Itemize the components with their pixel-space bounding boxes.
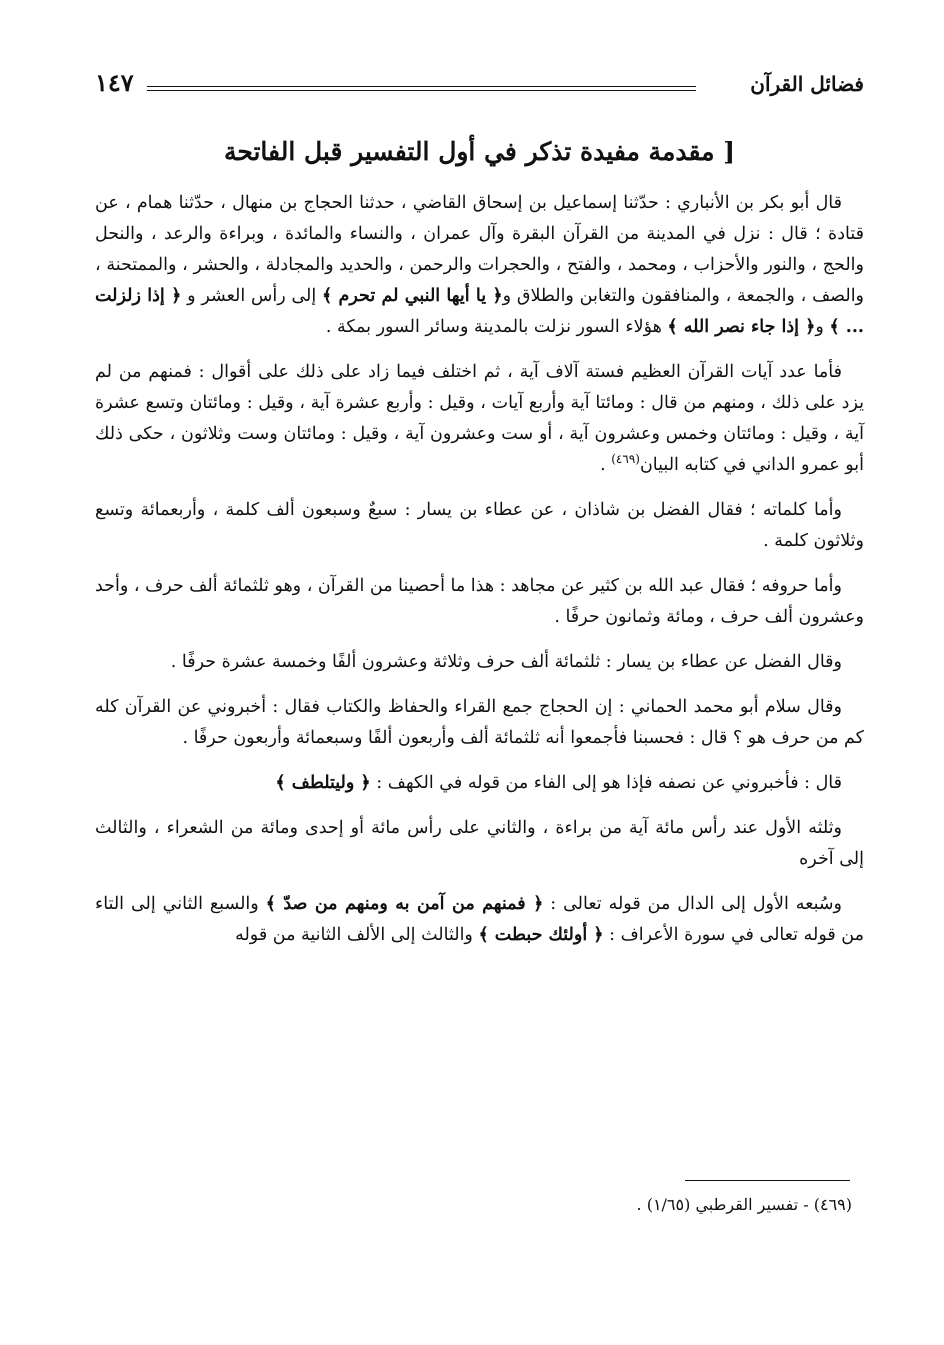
- text-segment: وأما حروفه ؛ فقال عبد الله بن كثير عن مجاهد : هذا ما أحصينا من القرآن ، وهو ثلثمائة ألف حرف ، وأحد وعشرون ألف حرف ، ومائة وثمانون حرفًا .: [95, 576, 864, 627]
- paragraph: [95, 571, 864, 633]
- paragraph: [95, 647, 864, 678]
- text-segment: وقال سلام أبو محمد الحماني : إن الحجاج جمع القراء والحفاظ والكتاب فقال : أخبروني عن القرآن كله كم من حرف هو ؟ قال : فحسبنا فأجمعوا أنه ثلثمائة ألف وأربعون ألفًا وسبعمائة وأربعون حرفًا .: [95, 697, 864, 748]
- text-segment: قال : فأخبروني عن نصفه فإذا هو إلى الفاء من قوله في الكهف :: [370, 773, 842, 793]
- paragraph: [95, 357, 864, 481]
- text-segment: إلى رأس العشر و: [181, 286, 322, 306]
- text-segment: و: [815, 317, 830, 337]
- text-segment: هؤلاء السور نزلت بالمدينة وسائر السور بمكة .: [325, 317, 668, 337]
- paragraph: [95, 692, 864, 754]
- text-segment: والثالث إلى الألف الثانية من قوله: [235, 925, 479, 945]
- paragraph: [95, 188, 864, 343]
- text-segment: والسبع الثاني إلى التاء من قوله تعالى في سورة الأعراف :: [95, 894, 864, 945]
- quran-quote: ﴿ إذا جاء نصر الله ﴾: [667, 317, 816, 337]
- paragraph: [95, 813, 864, 875]
- quran-quote: ﴿ أولئك حبطت ﴾: [478, 925, 604, 945]
- page-header: [95, 66, 864, 106]
- quran-quote: ﴿ وليتلطف ﴾: [275, 773, 371, 793]
- text-segment: .: [600, 455, 612, 475]
- footnote-ref: (٤٦٩): [611, 452, 640, 467]
- text-segment: فأما عدد آيات القرآن العظيم فستة آلاف آية ، ثم اختلف فيما زاد على ذلك على أقوال : فمنهم من لم يزد على ذلك ، ومنهم من قال : ومائتا آية وأربع آيات ، وقيل : وأربع عشرة آية ، وقيل : ومائتان وتسع عشرة آية ، وقيل : ومائتان وخمس وعشرون آية ، أو ست وعشرون آية ، وقيل : ومائتان وست وثلاثون ، حكى ذلك أبو عمرو الداني في كتابه البيان: [95, 362, 864, 475]
- body-text: [95, 188, 864, 965]
- quran-quote: ﴿ يا أيها النبي لم تحرم ﴾: [322, 286, 503, 306]
- text-segment: وثلثه الأول عند رأس مائة آية من براءة ، والثاني على رأس مائة أو إحدى ومائة من الشعراء ، والثالث إلى آخره: [95, 818, 864, 869]
- footnote: (٤٦٩) - تفسير القرطبي (١/٦٥) .: [636, 1195, 852, 1214]
- quran-quote: ﴿ فمنهم من آمن به ومنهم من صدّ ﴾: [265, 894, 544, 914]
- page-number: ١٤٧: [95, 68, 134, 97]
- footnote-rule: [685, 1180, 850, 1181]
- section-title: [ مقدمة مفيدة تذكر في أول التفسير قبل الفاتحة: [223, 137, 736, 166]
- text-segment: وسُبعه الأول إلى الدال من قوله تعالى :: [543, 894, 842, 914]
- text-segment: وقال الفضل عن عطاء بن يسار : ثلثمائة ألف حرف وثلاثة وعشرون ألفًا وخمسة عشرة حرفًا .: [170, 652, 842, 672]
- text-segment: قال أبو بكر بن الأنباري : حدّثنا إسماعيل بن إسحاق القاضي ، حدثنا الحجاج بن منهال ، حدّثنا همام ، عن قتادة ؛ قال : نزل في المدينة من القرآن البقرة وآل عمران ، والنساء والمائدة ، وبراءة والرعد ، والنحل والحج ، والنور والأحزاب ، ومحمد ، والفتح ، والحجرات والرحمن ، والحديد والمجادلة ، والحشر ، والممتحنة ، والصف ، والجمعة ، والمنافقون والتغابن والطلاق و: [95, 193, 865, 306]
- paragraph: [95, 889, 864, 951]
- paragraph: [95, 768, 864, 799]
- paragraph: [95, 495, 864, 557]
- quran-quote: ﴿ إذا زلزلت ... ﴾: [95, 286, 864, 337]
- running-title: فضائل القرآن: [750, 72, 864, 96]
- text-segment: وأما كلماته ؛ فقال الفضل بن شاذان ، عن عطاء بن يسار : سبعٌ وسبعون ألف كلمة ، وأربعمائة وتسع وثلاثون كلمة .: [95, 500, 864, 551]
- header-rule: [147, 86, 696, 91]
